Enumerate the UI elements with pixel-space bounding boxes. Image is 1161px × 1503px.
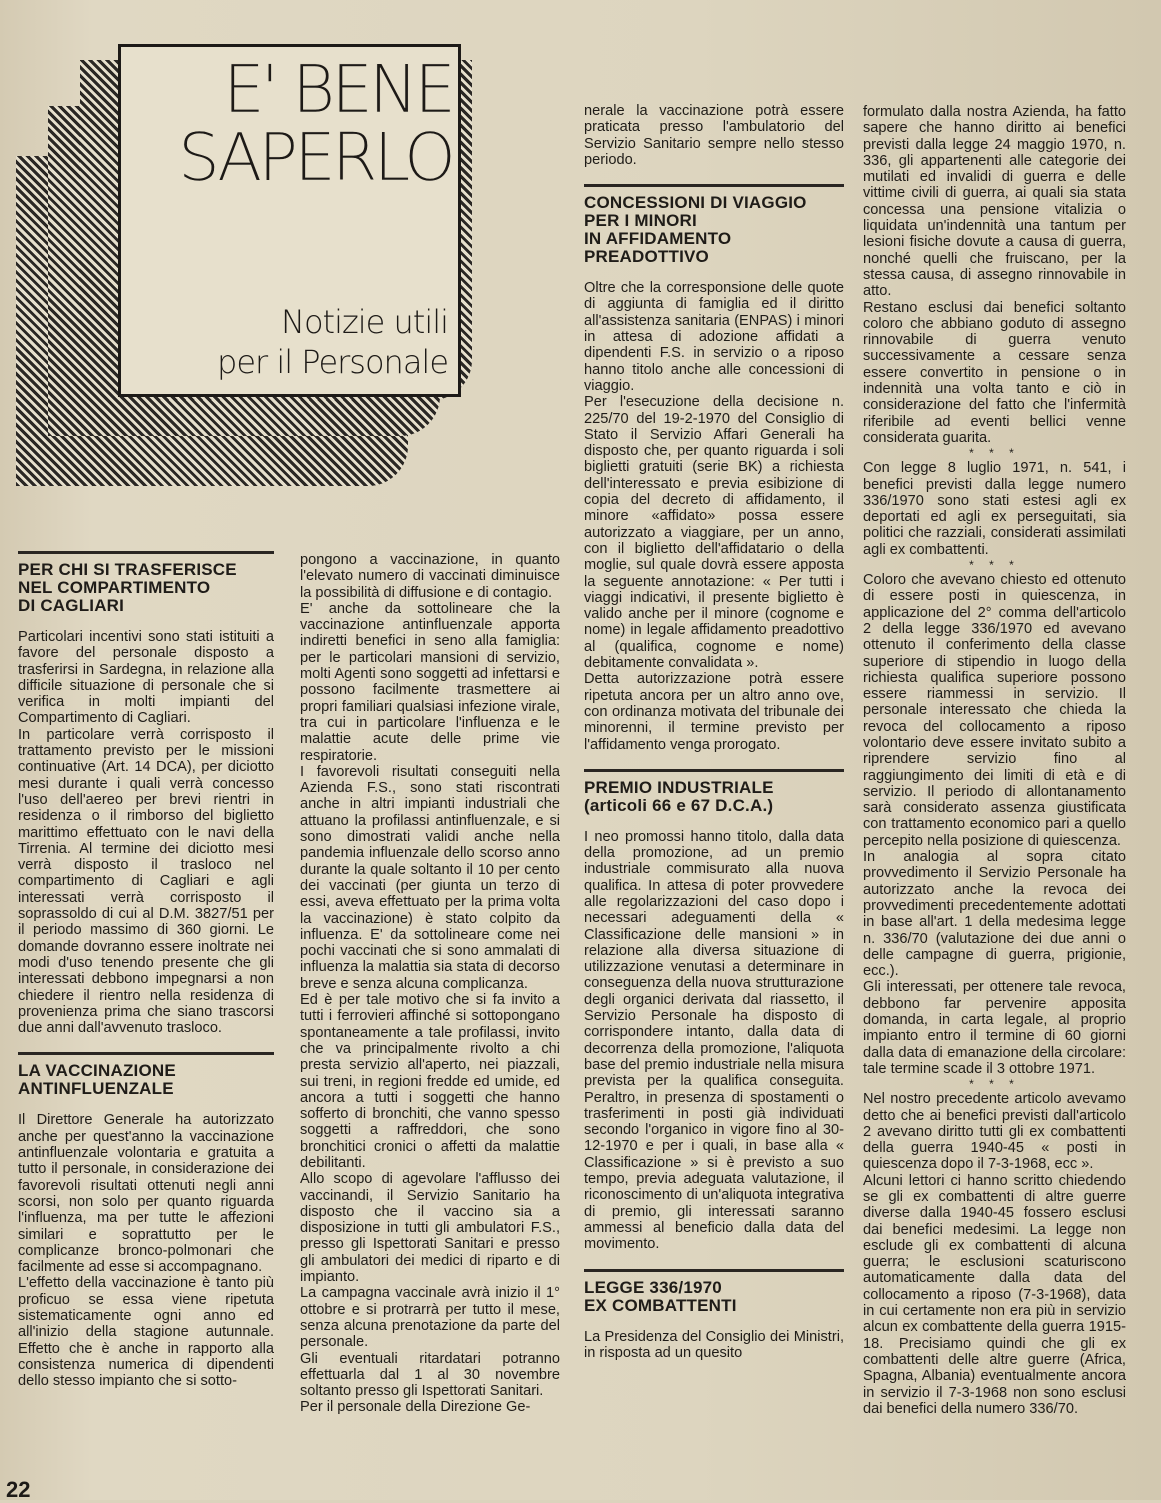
separator: * * * xyxy=(969,446,1020,461)
column-2 xyxy=(300,552,560,1416)
paragraph: Gli eventuali ritardatari potranno effettuarla dal 1 al 30 novembre soltanto presso gli Ispettorati Sanitari. xyxy=(300,1350,560,1400)
paragraph: pongono a vaccinazione, in quanto l'elevato numero di vaccinati diminuisce la possibilità di diffusione e di contagio. xyxy=(300,552,560,601)
paragraph: Restano esclusi dai benefici soltanto coloro che abbiano goduto di assegno rinnovabile di guerra venuto successivamente a cessare senza essere convertito in pensione o in indennità una volta tanto e ciò in considerazione del fatto che l'infermità riferibile ad eventi bellici venne considerata guarita. xyxy=(863,299,1126,446)
masthead xyxy=(8,36,470,496)
paragraph: Coloro che avevano chiesto ed ottenuto di essere posti in quiescenza, in applicazione del 2° comma dell'articolo 2 della legge 336/1970 ed avevano ottenuto il conferimento della classe superiore di stipendio in luogo della richiesta qualifica superiore possono essere riammessi in servizio. Il personale interessato che chieda la revoca del collocamento a riposo volontario deve essere invitato subito a riprendere servizio fino al raggiungimento dei limiti di età e di servizio. Il periodo di allontanamento sarà considerato assenza giustificata con trattamento economico pari a quello percepito nella posizione di quiescenza. xyxy=(863,572,1126,849)
separator: * * * xyxy=(969,558,1020,573)
article-heading: LEGGE 336/1970 EX COMBATTENTI xyxy=(584,1269,844,1315)
paragraph: Ed è per tale motivo che si fa invito a tutti i ferrovieri affinché si sottopongano spontaneamente a tale profilassi, invito che va principalmente rivolto a chi presta servizio all'aperto, nei piazzali, sui treni, in regioni fredde ed umide, ed ancora a tutti i soggetti che hanno sofferto di bronchiti, che vanno spesso soggetti a raffreddori, che sono bronchitici cronici o affetti da malattie debilitanti. xyxy=(300,992,560,1171)
paragraph: Per il personale della Direzione Ge- xyxy=(300,1399,531,1416)
paragraph: Alcuni lettori ci hanno scritto chiedendo se gli ex combattenti di altre guerre diverse dalla 1940-45 fossero esclusi dai benefici medesimi. La legge non esclude gli ex combattenti di alcuna guerra; le esclusioni scaturiscono automaticamente dalla data del collocamento a riposo (7-3-1968), data in cui certamente non era più in servizio alcun ex combattente della guerra 1915-18. Precisiamo quindi che gli ex combattenti delle altre guerre (Africa, Spagna, Albania) eventualmente ancora in servizio il 7-3-1968 non sono esclusi dai benefici della numero 336/70. xyxy=(863,1172,1126,1417)
masthead-frame xyxy=(118,44,461,397)
paragraph: In analogia al sopra citato provvedimento il Servizio Personale ha autorizzato anche la revoca dei provvedimenti precedentemente adottati in base all'art. 1 della medesima legge n. 336/70 (valutazione dei due anni o delle campagne di guerra, prigionie, ecc.). xyxy=(863,849,1126,980)
paragraph: La Presidenza del Consiglio dei Ministri, in risposta ad un quesito xyxy=(584,1328,844,1361)
article-heading: PER CHI SI TRASFERISCE NEL COMPARTIMENTO DI CAGLIARI xyxy=(18,551,274,615)
article-heading: PREMIO INDUSTRIALE (articoli 66 e 67 D.C.A.) xyxy=(584,769,844,815)
paragraph: formulato dalla nostra Azienda, ha fatto sapere che hanno diritto ai benefici previsti dalla legge 24 maggio 1970, n. 336, gli appartenenti alle categorie dei mutilati ed invalidi di guerra e delle vittime civili di guerra, ai quali sia stata concessa una pensione vitalizia o liquidata un'indennità una tantum per lesioni fisiche dovute a causa di guerra, nonché quelli che fruiscano, per la stessa causa, di assegno rinnovabile in atto. xyxy=(863,104,1126,300)
paragraph: Per l'esecuzione della decisione n. 225/70 del 19-2-1970 del Consiglio di Stato il Servizio Affari Generali ha disposto che, per quanto riguarda i soli biglietti gratuiti (serie BK) a richiesta dell'interessato e previa esibizione di copia del decreto di affidamento, il minore «affidato» possa essere autorizzato a viaggiare, per un anno, con il biglietto dell'affidatario o della moglie, sul quale dovrà essere apposta la seguente annotazione: « Per tutti i viaggi indicativi, il presente biglietto è valido anche per il minore (cognome e nome) in legale affidamento preadottivo al (qualifica, cognome e nome) debitamente convalidata ». xyxy=(584,394,844,672)
column-1 xyxy=(18,551,274,1389)
paragraph: nerale la vaccinazione potrà essere praticata presso l'ambulatorio del Servizio Sanitario sempre nello stesso periodo. xyxy=(584,103,844,168)
paragraph: Gli interessati, per ottenere tale revoca, debbono far pervenire apposita domanda, in carta legale, al proprio impianto entro il termine di 60 giorni dalla data di emanazione della circolare: tale termine scade il 3 ottobre 1971. xyxy=(863,979,1126,1077)
masthead-title: SAPERLO xyxy=(178,119,452,196)
masthead-subtitle: per il Personale xyxy=(217,343,448,381)
article-heading: LA VACCINAZIONE ANTINFLUENZALE xyxy=(18,1052,274,1098)
masthead-subtitle: Notizie utili xyxy=(281,303,448,341)
paragraph: Il Direttore Generale ha autorizzato anche per quest'anno la vaccinazione antinfluenzale volontaria e gratuita a tutto il personale, in considerazione dei favorevoli risultati ottenuti negli anni scorsi, non solo per quanto riguarda l'influenza, ma per tutte le affezioni similari e soprattutto per le complicanze bronco-polmonari che facilmente ad esse si accompagnano. xyxy=(18,1112,274,1276)
paragraph: La campagna vaccinale avrà inizio il 1° ottobre e si protrarrà per tutto il mese, senza alcuna prenotazione da parte del personale. xyxy=(300,1285,560,1351)
separator: * * * xyxy=(969,1077,1020,1092)
paragraph: Detta autorizzazione potrà essere ripetuta ancora per un altro anno ove, con ordinanza motivata del tribunale dei minorenni, il termine previsto per l'affidamento venga prorogato. xyxy=(584,671,844,753)
column-4 xyxy=(863,104,1126,1417)
paragraph: Oltre che la corresponsione delle quote di aggiunta di famiglia ed il diritto all'assistenza sanitaria (ENPAS) i minori in attesa di adozione affidati a dipendenti F.S. in servizio o a riposo hanno titolo anche alle concessioni di viaggio. xyxy=(584,280,844,394)
paragraph: Allo scopo di agevolare l'afflusso dei vaccinandi, il Servizio Sanitario ha disposto che il vaccino sia a disposizione in tutti gli ambulatori F.S., presso gli Ispettorati Sanitari e presso gli ambulatori dei medici di riparto e di impianto. xyxy=(300,1171,560,1286)
paragraph: Nel nostro precedente articolo avevamo detto che ai benefici previsti dall'articolo 2 avevano diritto tutti gli ex combattenti della guerra 1940-45 « posti in quiescenza dopo il 7-3-1968, ecc ». xyxy=(863,1091,1126,1173)
paragraph: Con legge 8 luglio 1971, n. 541, i benefici previsti dalla legge numero 336/1970 sono stati estesi agli ex deportati ed agli ex perseguitati, sia politici che razziali, considerati assimilati agli ex combattenti. xyxy=(863,460,1126,558)
paragraph: I neo promossi hanno titolo, dalla data della promozione, ad un premio industriale commisurato alla nuova qualifica. In attesa di poter provvedere alle regolarizzazioni del caso dopo i necessari adeguamenti della « Classificazione delle mansioni » in relazione alla diversa situazione di utilizzazione venutasi a determinare in conseguenza della nuova strutturazione degli organici derivata dal riassetto, il Servizio Personale ha disposto di corrispondere intanto, dalla data di decorrenza della promozione, l'aliquota base del premio industriale nella misura prevista per la qualifica conseguita. Peraltro, in presenza di spostamenti o trasferimenti in posti già individuati secondo l'organico in vigore fino al 30-12-1970 e per i quali, in base alla « Classificazione » si è previsto a suo tempo, previa adeguata valutazione, il riconoscimento di un'aliquota integrativa di premio, gli interessati saranno ammessi al beneficio dalla data del movimento. xyxy=(584,828,844,1253)
masthead-title: E' BENE xyxy=(223,51,452,128)
page-number: 22 xyxy=(6,1477,31,1502)
paragraph: In particolare verrà corrisposto il trattamento previsto per le missioni continuative (Art. 14 DCA), per diciotto mesi durante i quali verrà concesso l'uso dell'aereo per brevi rientri in residenza o il rimborso del biglietto marittimo effettuato con le navi della Tirrenia. Al termine dei diciotto mesi verrà disposto il trasloco nel compartimento di Cagliari e agli interessati verrà corrisposto il soprassoldo di cui al D.M. 3827/51 per il periodo massimo di 360 giorni. Le domande dovranno essere inoltrate nei modi d'uso tenendo presente che gli interessati debbono impegnarsi a non chiedere il rientro nella residenza di provenienza prima che siano trascorsi due anni dall'avvenuto trasloco. xyxy=(18,726,274,1037)
column-3 xyxy=(584,103,844,1361)
paragraph: I favorevoli risultati conseguiti nella Azienda F.S., sono stati riscontrati anche in altri impianti industriali che attuano la profilassi antinfluenzale, e si sono dimostrati validi anche nella pandemia influenzale dello scorso anno durante la quale soltanto il 10 per cento dei vaccinati (per giunta un terzo di essi, aveva effettuato per la prima volta la vaccinazione) è stato colpito da influenza. E' da sottolineare come nei pochi vaccinati che si sono ammalati di influenza la malattia sia stata di decorso breve e senza alcuna complicanza. xyxy=(300,763,560,992)
paragraph: Particolari incentivi sono stati istituiti a favore del personale disposto a trasferirsi in Sardegna, in relazione alla difficile situazione di personale che si verifica in molti impianti del Compartimento di Cagliari. xyxy=(18,629,274,727)
article-heading: CONCESSIONI DI VIAGGIO PER I MINORI IN AFFIDAMENTO PREADOTTIVO xyxy=(584,184,844,266)
paragraph: L'effetto della vaccinazione è tanto più proficuo se essa viene ripetuta sistematicamente ogni anno ed all'inizio della stagione autunnale. Effetto che è anche in rapporto alla consistenza numerica di dipendenti dello stesso impianto che si sotto- xyxy=(18,1275,274,1390)
paragraph: E' anche da sottolineare che la vaccinazione antinfluenzale apporta indiretti benefici in seno alla famiglia: per le particolari mansioni di servizio, molti Agenti sono soggetti ad infettarsi e possono facilmente trasmettere ai propri familiari qualsiasi infezione virale, tra cui in particolare l'influenza e le malattie acute delle prime vie respiratorie. xyxy=(300,600,560,764)
